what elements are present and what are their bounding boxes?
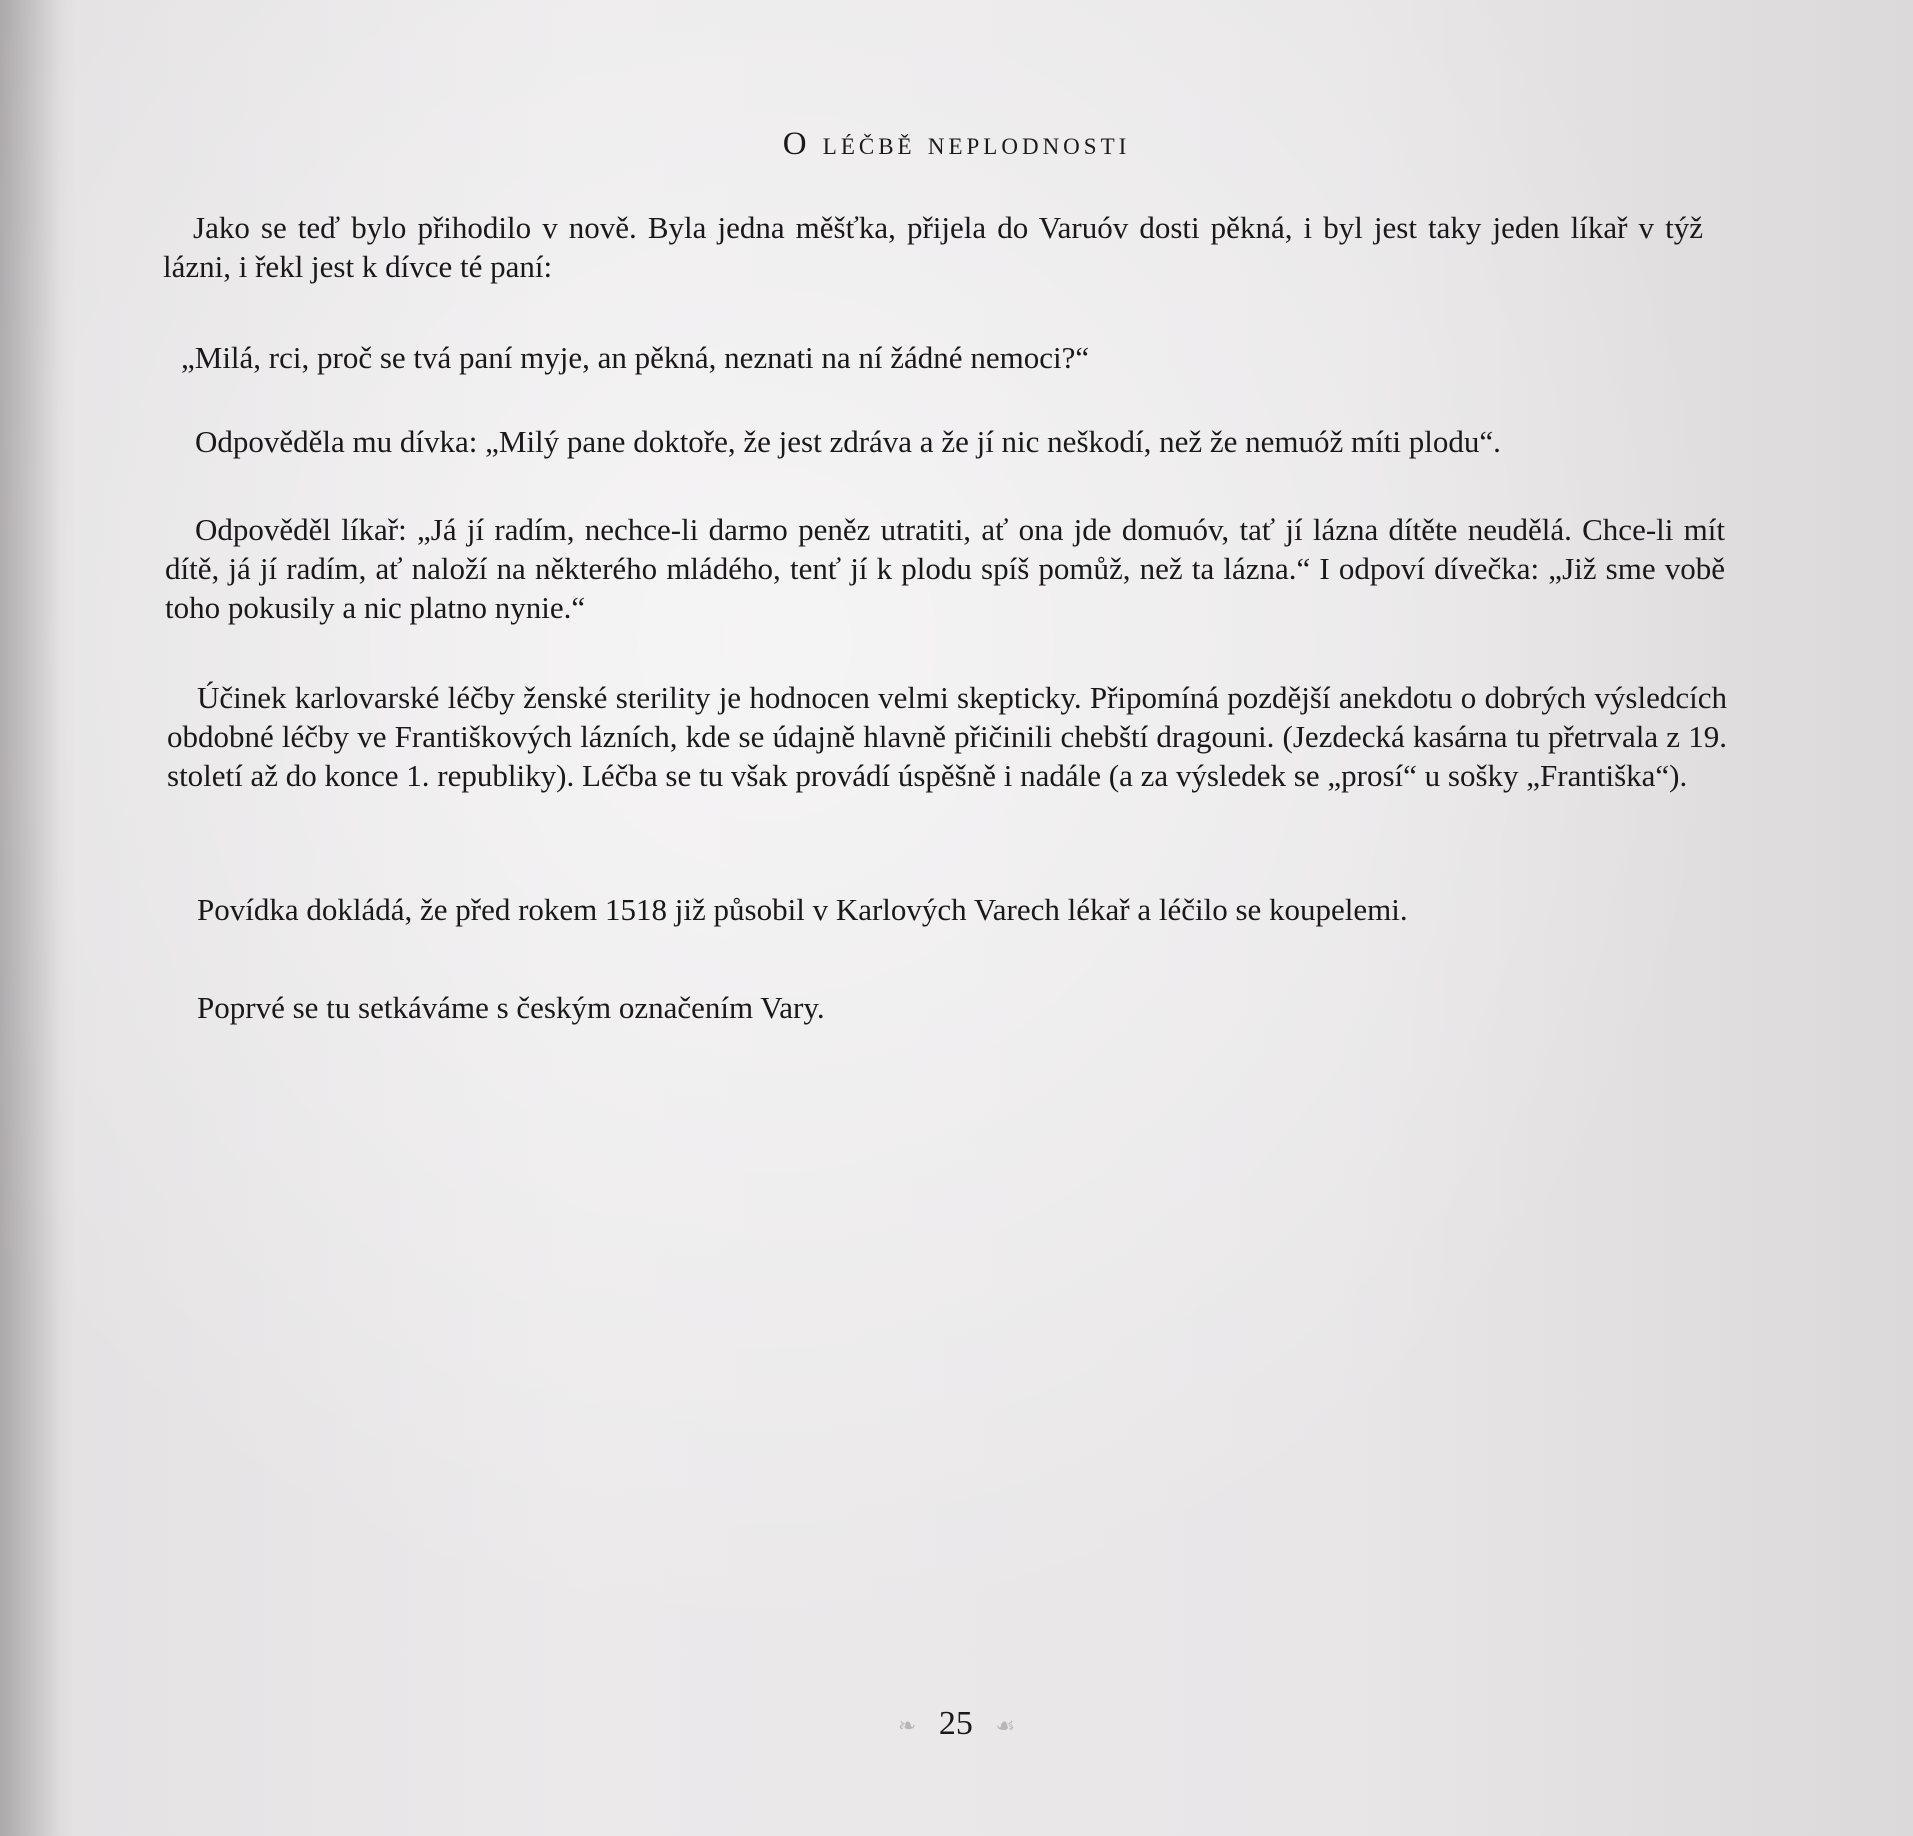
paragraph-7: Poprvé se tu setkáváme s českým označením Vary. xyxy=(197,990,825,1025)
paragraph-4: Odpověděl líkař: „Já jí radím, nechce-li darmo peněz utratiti, ať ona jde domuóv, tať jí lázna dítěte neudělá. Chce-li mít dítě, já jí radím, ať naloží na některého mládého, tenť jí k plodu spíš pomůž, než ta lázna.“ I odpoví dívečka: „Již sme vobě toho pokusily a nic platno nynie.“ xyxy=(165,512,1725,625)
paragraph-6: Povídka dokládá, že před rokem 1518 již působil v Karlových Varech lékař a léčilo se koupelemi. xyxy=(197,892,1408,927)
paragraph-3: Odpověděla mu dívka: „Milý pane doktoře, že jest zdráva a že jí nic neškodí, než že nemuóž míti plodu“. xyxy=(195,424,1501,459)
paragraph-3-block xyxy=(195,422,1715,461)
paragraph-1: Jako se teď bylo přihodilo v nově. Byla jedna měšťka, přijela do Varuóv dosti pěkná, i byl jest taky jeden líkař v týž lázni, i řekl jest k dívce té paní: xyxy=(163,210,1703,284)
paragraph-5-block xyxy=(167,678,1727,795)
page-number: 25 xyxy=(938,1705,973,1742)
paragraph-2-block xyxy=(181,338,1681,377)
paragraph-2: „Milá, rci, proč se tvá paní myje, an pěkná, neznati na ní žádné nemoci?“ xyxy=(181,340,1090,375)
paragraph-6-block xyxy=(197,890,1727,929)
page-footer xyxy=(0,1705,1913,1743)
left-ornament-icon: ❧ xyxy=(897,1713,917,1739)
paragraph-5: Účinek karlovarské léčby ženské sterility je hodnocen velmi skepticky. Připomíná pozdější anekdotu o dobrých výsledcích obdobné léčby ve Františkových lázních, kde se údajně hlavně přičinili chebští dragouni. (Jezdecká kasárna tu přetrvala z 19. století až do konce 1. republiky). Léčba se tu však provádí úspěšně i nadále (a za výsledek se „prosí“ u sošky „Františka“). xyxy=(167,680,1727,793)
paragraph-7-block xyxy=(197,988,1727,1027)
paragraph-4-block xyxy=(165,510,1725,627)
paragraph-1-block xyxy=(163,208,1703,286)
chapter-heading: O léčbě neplodnosti xyxy=(782,126,1131,162)
right-ornament-icon: ☙ xyxy=(995,1713,1016,1739)
